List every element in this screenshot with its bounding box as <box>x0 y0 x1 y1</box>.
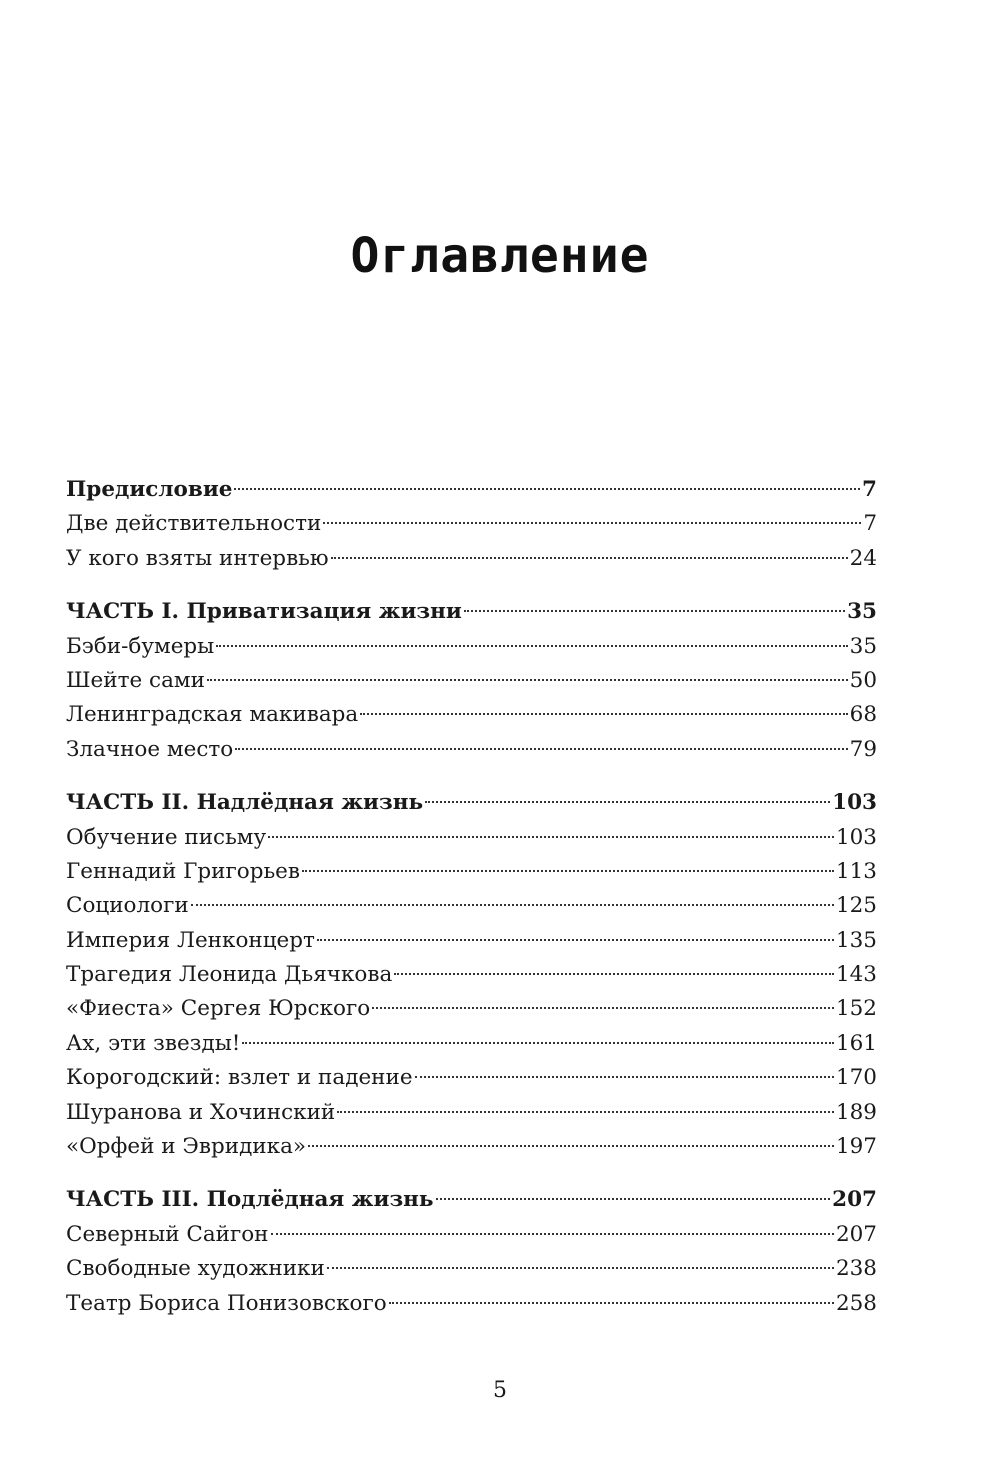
section-heading-title: ЧАСТЬ III. Подлёдная жизнь <box>66 1187 434 1213</box>
entry-title: Театр Бориса Понизовского <box>66 1290 387 1316</box>
dot-leader <box>372 1007 834 1009</box>
dot-leader <box>191 904 834 906</box>
dot-leader <box>216 645 847 647</box>
toc-section <box>66 786 877 1164</box>
toc-section <box>66 1183 877 1321</box>
toc-entry <box>66 1218 877 1252</box>
entry-title: Трагедия Леонида Дьячкова <box>66 962 393 988</box>
entry-page: 207 <box>835 1221 877 1247</box>
dot-leader <box>302 870 834 872</box>
toc-section <box>66 473 877 576</box>
entry-title: Ленинградская макивара <box>66 702 359 728</box>
section-heading-page: 35 <box>847 599 877 625</box>
entry-page: 258 <box>835 1290 877 1316</box>
section-heading-title: Предисловие <box>66 477 233 502</box>
toc-entry <box>66 698 877 732</box>
entry-page: 50 <box>849 667 877 693</box>
dot-leader <box>436 1198 831 1200</box>
entry-title: Обучение письму <box>66 824 267 850</box>
toc-entry <box>66 1027 877 1061</box>
entry-page: 35 <box>849 633 877 659</box>
dot-leader <box>308 1145 834 1147</box>
dot-leader <box>271 1233 834 1235</box>
dot-leader <box>360 713 847 715</box>
entry-page: 68 <box>849 702 877 728</box>
dot-leader <box>425 801 830 803</box>
entry-title: «Фиеста» Сергея Юрского <box>66 996 371 1022</box>
entry-page: 7 <box>863 511 877 537</box>
entry-page: 135 <box>835 927 877 953</box>
entry-title: «Орфей и Эвридика» <box>66 1134 307 1160</box>
entry-page: 189 <box>835 1099 877 1125</box>
entry-title: Шуранова и Хочинский <box>66 1099 336 1125</box>
entry-page: 238 <box>835 1256 877 1282</box>
entry-page: 125 <box>835 893 877 919</box>
dot-leader <box>415 1076 834 1078</box>
toc-entry <box>66 924 877 958</box>
dot-leader <box>234 488 860 490</box>
entry-title: Бэби-бумеры <box>66 633 215 659</box>
section-heading-page: 103 <box>832 790 877 816</box>
entry-title: Геннадий Григорьев <box>66 858 301 884</box>
toc-entry <box>66 1130 877 1164</box>
dot-leader <box>207 679 848 681</box>
entry-page: 170 <box>835 1065 877 1091</box>
page-number: 5 <box>493 1378 507 1403</box>
dot-leader <box>235 748 847 750</box>
dot-leader <box>389 1302 834 1304</box>
section-heading-title: ЧАСТЬ I. Приватизация жизни <box>66 599 462 625</box>
toc-section-heading <box>66 786 877 820</box>
section-heading-title: ЧАСТЬ II. Надлёдная жизнь <box>66 790 424 816</box>
toc-entry <box>66 992 877 1026</box>
dot-leader <box>327 1267 834 1269</box>
dot-leader <box>317 939 834 941</box>
entry-page: 197 <box>835 1134 877 1160</box>
entry-title: Шейте сами <box>66 667 205 693</box>
entry-title: Ах, эти звезды! <box>66 1030 241 1056</box>
toc-section <box>66 595 877 767</box>
section-heading-page: 7 <box>862 477 877 502</box>
dot-leader <box>394 973 834 975</box>
entry-page: 143 <box>835 962 877 988</box>
toc-entry <box>66 664 877 698</box>
toc-entry <box>66 1252 877 1286</box>
dot-leader <box>242 1042 834 1044</box>
toc-entry <box>66 507 877 541</box>
toc-section-heading <box>66 473 877 507</box>
entry-title: Корогодский: взлет и падение <box>66 1065 413 1091</box>
entry-title: Социологи <box>66 893 189 919</box>
toc-entry <box>66 958 877 992</box>
dot-leader <box>323 522 861 524</box>
toc-entry <box>66 542 877 576</box>
toc-section-heading <box>66 1183 877 1217</box>
toc-entry <box>66 733 877 767</box>
entry-title: Империя Ленконцерт <box>66 927 315 953</box>
entry-title: Северный Сайгон <box>66 1221 269 1247</box>
toc-entry <box>66 821 877 855</box>
entry-page: 24 <box>849 545 877 571</box>
dot-leader <box>464 610 845 612</box>
entry-page: 113 <box>835 858 877 884</box>
toc-entry <box>66 1287 877 1321</box>
dot-leader <box>337 1111 834 1113</box>
entry-page: 103 <box>835 824 877 850</box>
toc-entry <box>66 889 877 923</box>
dot-leader <box>331 557 848 559</box>
dot-leader <box>268 836 834 838</box>
entry-title: Две действительности <box>66 511 322 537</box>
entry-page: 79 <box>849 736 877 762</box>
entry-title: Злачное место <box>66 736 234 762</box>
entry-title: Свободные художники <box>66 1256 325 1282</box>
section-heading-page: 207 <box>832 1187 877 1213</box>
toc-entry <box>66 1061 877 1095</box>
entry-page: 152 <box>835 996 877 1022</box>
page-title: Оглавление <box>350 228 650 285</box>
toc-entry <box>66 855 877 889</box>
toc-entry <box>66 1096 877 1130</box>
toc-section-heading <box>66 595 877 629</box>
entry-title: У кого взяты интервью <box>66 545 329 571</box>
table-of-contents <box>66 473 877 1340</box>
entry-page: 161 <box>835 1030 877 1056</box>
toc-entry <box>66 630 877 664</box>
